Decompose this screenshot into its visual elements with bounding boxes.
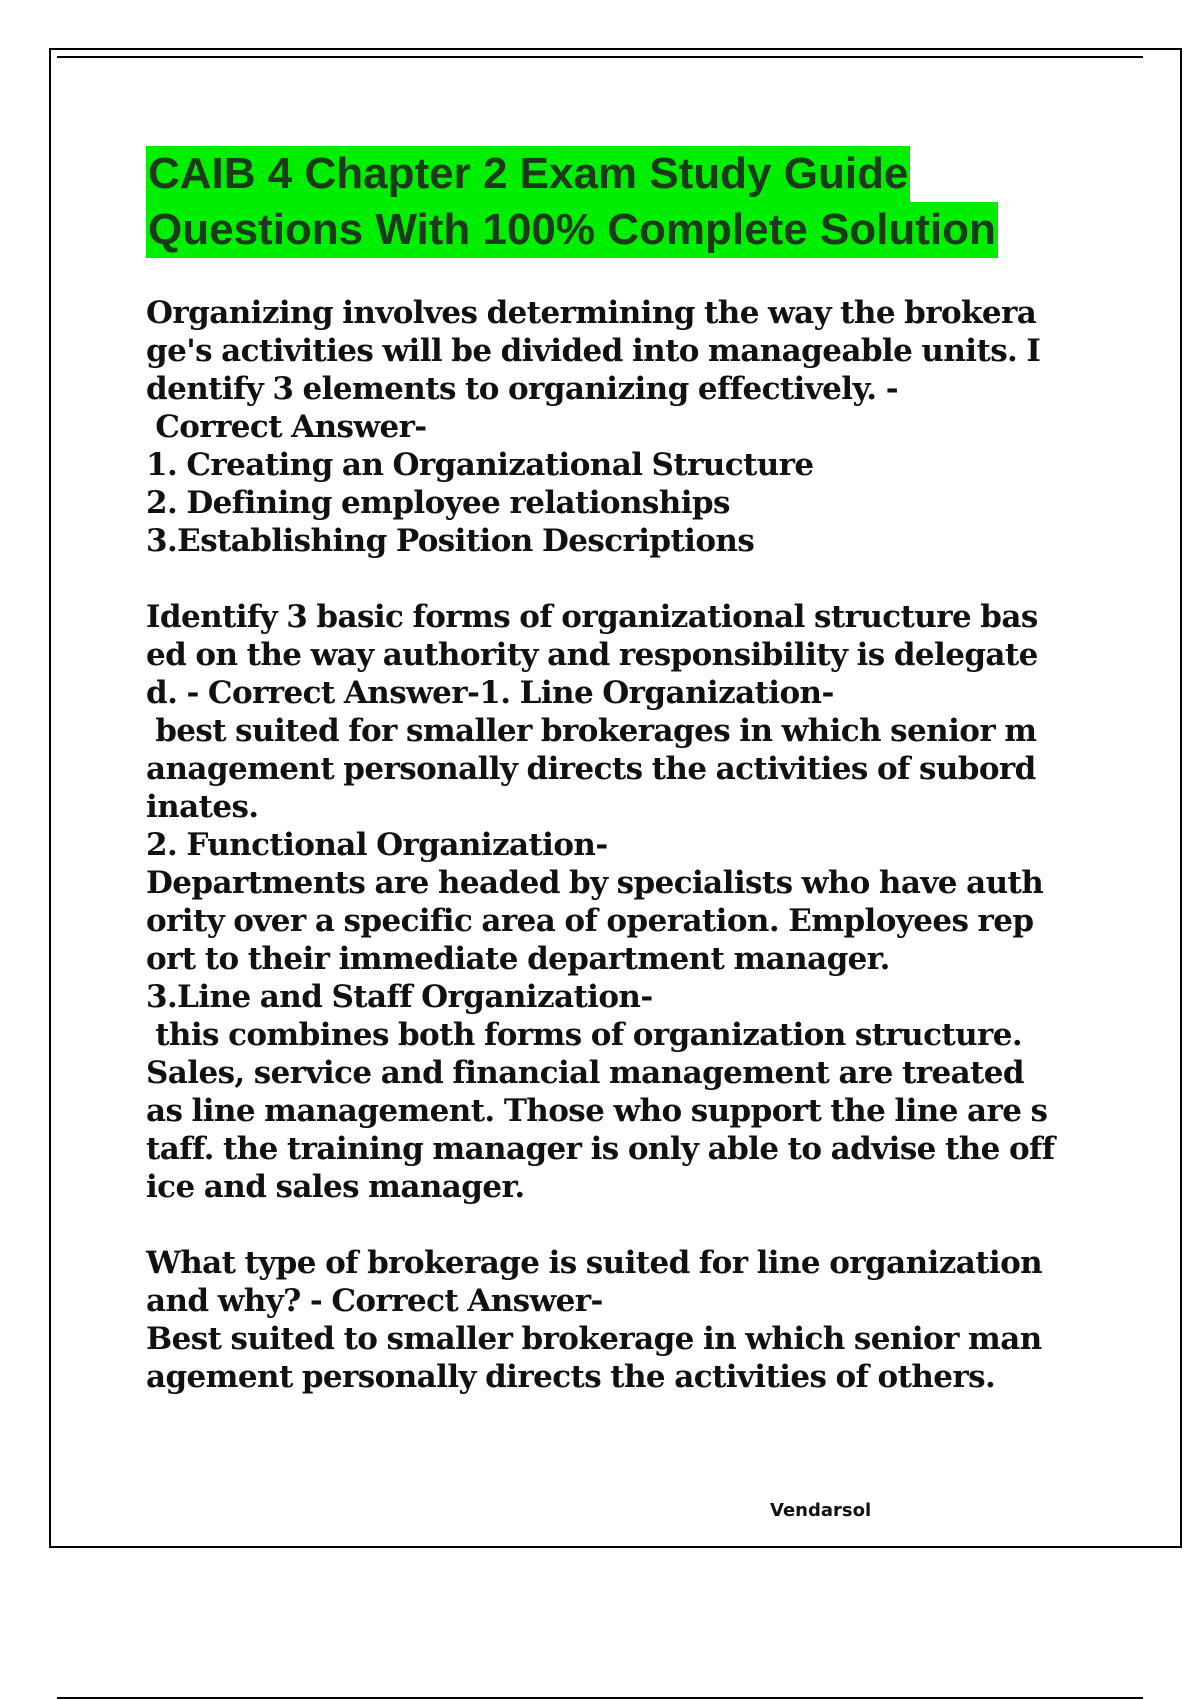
top-rule: [57, 56, 1143, 58]
qa-line: Organizing involves determining the way the brokera: [146, 295, 1037, 331]
qa-line: 2. Functional Organization-: [146, 827, 608, 863]
qa-line: ice and sales manager.: [146, 1169, 525, 1205]
bottom-rule: [57, 1697, 1143, 1699]
qa-line: anagement personally directs the activities of subord: [146, 751, 1036, 787]
qa-line: dentify 3 elements to organizing effectively. -: [146, 371, 898, 407]
qa-line: inates.: [146, 789, 259, 825]
qa-line: taff. the training manager is only able to advise the off: [146, 1131, 1055, 1167]
qa-line: ed on the way authority and responsibility is delegate: [146, 637, 1038, 673]
qa-line: ort to their immediate department manager.: [146, 941, 890, 977]
qa-block: [146, 598, 1086, 1206]
document-title: [146, 146, 1146, 258]
qa-line: agement personally directs the activities of others.: [146, 1359, 996, 1395]
block-spacer: [146, 1206, 1086, 1244]
qa-line: as line management. Those who support the line are s: [146, 1093, 1048, 1129]
qa-block: [146, 294, 1086, 560]
qa-line: best suited for smaller brokerages in which senior m: [146, 713, 1037, 749]
qa-line: 2. Defining employee relationships: [146, 485, 730, 521]
qa-line: Sales, service and financial management are treated: [146, 1055, 1024, 1091]
block-spacer: [146, 560, 1086, 598]
qa-line: d. - Correct Answer-1. Line Organization-: [146, 675, 834, 711]
qa-line: this combines both forms of organization structure.: [146, 1017, 1023, 1053]
qa-line: Best suited to smaller brokerage in which senior man: [146, 1321, 1042, 1357]
qa-block: [146, 1244, 1086, 1396]
qa-line: Correct Answer-: [146, 409, 427, 445]
qa-line: Departments are headed by specialists who have auth: [146, 865, 1044, 901]
title-line-2: Questions With 100% Complete Solution: [146, 202, 998, 258]
qa-line: 1. Creating an Organizational Structure: [146, 447, 814, 483]
qa-line: 3.Line and Staff Organization-: [146, 979, 653, 1015]
qa-line: ority over a specific area of operation. Employees rep: [146, 903, 1034, 939]
qa-content: [146, 294, 1086, 1396]
title-line-1: CAIB 4 Chapter 2 Exam Study Guide: [146, 146, 910, 202]
qa-line: 3.Establishing Position Descriptions: [146, 523, 755, 559]
qa-line: What type of brokerage is suited for line organization: [146, 1245, 1043, 1281]
qa-line: ge's activities will be divided into manageable units. I: [146, 333, 1041, 369]
footer-brand: Vendarsol: [770, 1500, 872, 1521]
qa-line: Identify 3 basic forms of organizational structure bas: [146, 599, 1038, 635]
qa-line: and why? - Correct Answer-: [146, 1283, 603, 1319]
